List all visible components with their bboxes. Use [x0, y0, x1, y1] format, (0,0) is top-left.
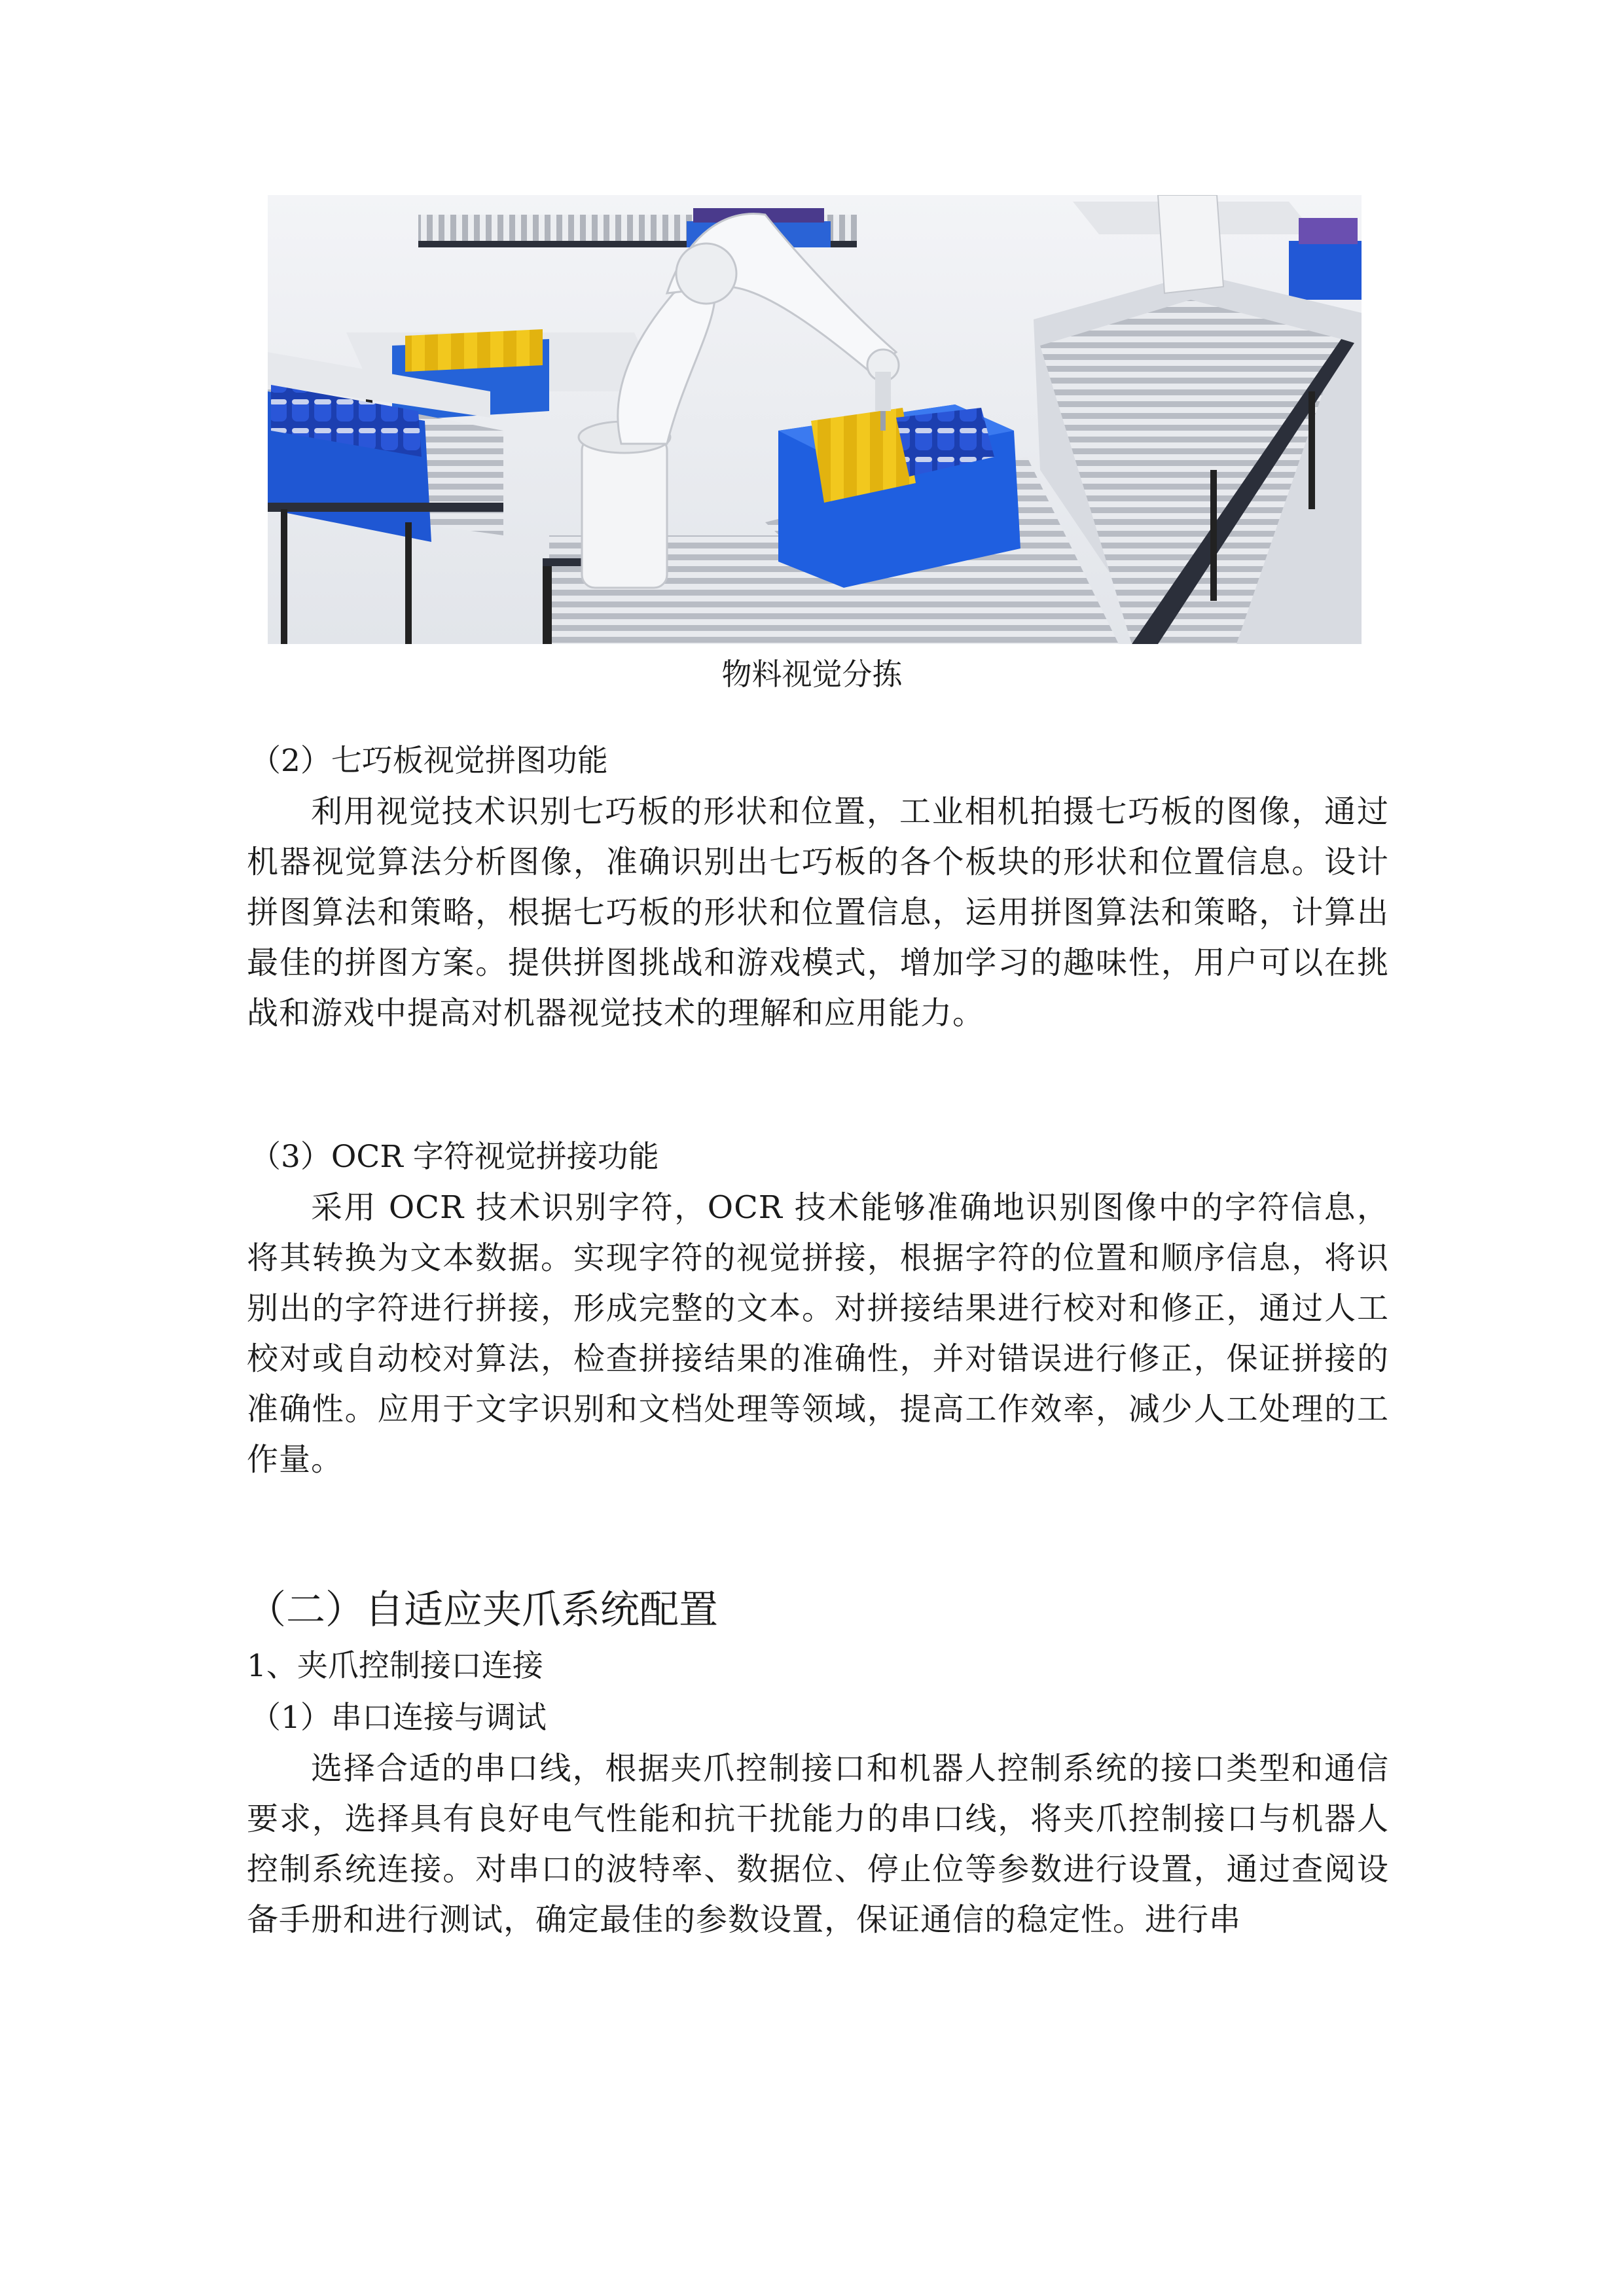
chapter-paragraph: 选择合适的串口线，根据夹爪控制接口和机器人控制系统的接口类型和通信要求，选择具有良好电气性能和抗干扰能力的串口线，将夹爪控制接口与机器人控制系统连接。对串口的波特率、数据位、停止位等参数进行设置，通过查阅设备手册和进行测试，确定最佳的参数设置，保证通信的稳定性。进行串: [247, 1750, 1389, 1938]
section-2-paragraph: 利用视觉技术识别七巧板的形状和位置，工业相机拍摄七巧板的图像，通过机器视觉算法分析图像，准确识别出七巧板的各个板块的形状和位置信息。设计拼图算法和策略，根据七巧板的形状和位置信息，运用拼图算法和策略，计算出最佳的拼图方案。提供拼图挑战和游戏模式，增加学习的趣味性，用户可以在挑战和游戏中提高对机器视觉技术的理解和应用能力。: [247, 793, 1389, 1031]
item-heading: （1）串口连接与调试: [250, 1700, 547, 1736]
section-3-paragraph: 采用 OCR 技术识别字符，OCR 技术能够准确地识别图像中的字符信息，将其转换为文本数据。实现字符的视觉拼接，根据字符的位置和顺序信息，将识别出的字符进行拼接，形成完整的文本。对拼接结果进行校对和修正，通过人工校对或自动校对算法，检查拼接结果的准确性，并对错误进行修正，保证拼接的准确性。应用于文字识别和文档处理等领域，提高工作效率，减少人工处理的工作量。: [247, 1189, 1389, 1478]
section-3-heading: （3）OCR 字符视觉拼接功能: [250, 1139, 659, 1175]
section-2-heading: （2）七巧板视觉拼图功能: [250, 743, 608, 779]
subsection-heading: 1、夹爪控制接口连接: [247, 1648, 543, 1684]
figure-caption: 物料视觉分拣: [721, 656, 903, 692]
chapter-heading: （二）自适应夹爪系统配置: [247, 1587, 718, 1633]
robot-arm-conveyor-icon: [268, 195, 1362, 644]
sorting-figure: [268, 195, 1362, 644]
